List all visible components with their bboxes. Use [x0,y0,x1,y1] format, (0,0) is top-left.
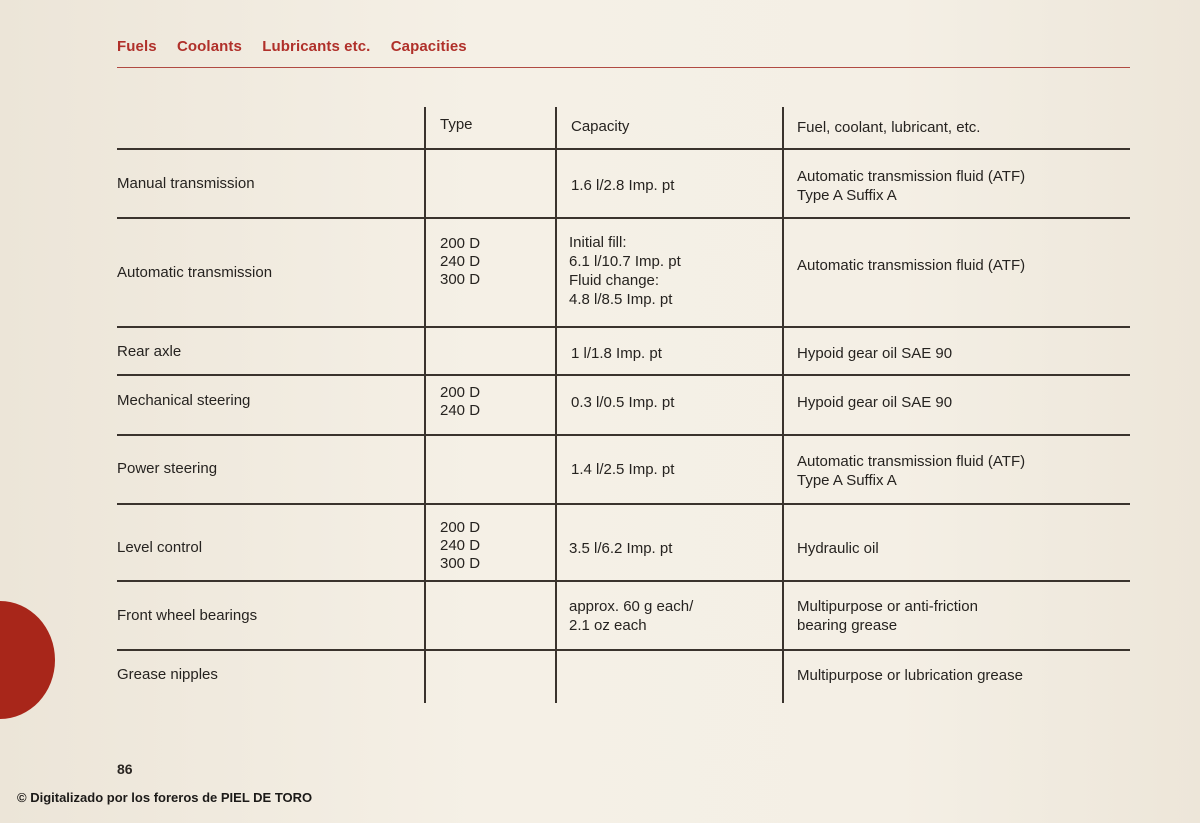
column-header-fluid: Fuel, coolant, lubricant, etc. [797,119,981,136]
fluid-automatic-transmission: Automatic transmission fluid (ATF) [797,257,1026,274]
column-divider-capacity [555,107,557,703]
row-divider [117,217,1130,219]
header-fuels: Fuels [117,38,157,55]
row-divider [117,649,1130,651]
type-group-1: 200 D 240 D 300 D [440,235,481,288]
header-capacities: Capacities [390,38,467,55]
column-divider-fluid [782,107,784,703]
header-lubricants: Lubricants etc. [262,38,371,55]
row-label-rear-axle: Rear axle [117,343,182,360]
row-divider [117,503,1130,505]
capacity-power-steering: 1.4 l/2.5 Imp. pt [571,461,675,478]
header-coolants: Coolants [176,38,242,55]
fluid-manual-transmission: Automatic transmission fluid (ATF) Type A Suffix A [797,168,1026,204]
scan-credit: © Digitalizado por los foreros de PIEL DE TORO [17,790,313,805]
column-header-capacity: Capacity [571,118,630,135]
row-label-level-control: Level control [117,539,203,556]
fluid-grease-nipples: Multipurpose or lubrication grease [797,667,1023,684]
row-divider [117,374,1130,376]
row-label-power-steering: Power steering [117,460,218,477]
fluid-rear-axle: Hypoid gear oil SAE 90 [797,345,953,362]
fluid-front-wheel-bearings: Multipurpose or anti-friction bearing grease [797,598,978,634]
capacity-rear-axle: 1 l/1.8 Imp. pt [571,345,662,362]
capacity-front-wheel-bearings: approx. 60 g each/ 2.1 oz each [569,598,694,634]
capacity-automatic-transmission: Initial fill: 6.1 l/10.7 Imp. pt Fluid change: 4.8 l/8.5 Imp. pt [569,234,681,308]
type-group-2: 200 D 240 D [440,384,481,419]
fluid-mechanical-steering: Hypoid gear oil SAE 90 [797,394,953,411]
header-divider [117,67,1130,68]
row-label-automatic-transmission: Automatic transmission [117,264,273,281]
row-label-front-wheel-bearings: Front wheel bearings [117,607,258,624]
fluid-level-control: Hydraulic oil [797,540,879,557]
capacity-mechanical-steering: 0.3 l/0.5 Imp. pt [571,394,675,411]
fluid-power-steering: Automatic transmission fluid (ATF) Type A Suffix A [797,453,1026,489]
row-divider [117,580,1130,582]
column-divider-type [424,107,426,703]
section-header [117,38,483,55]
row-divider [117,434,1130,436]
page-number: 86 [117,761,133,777]
row-divider [117,326,1130,328]
capacity-level-control: 3.5 l/6.2 Imp. pt [569,540,673,557]
row-label-mechanical-steering: Mechanical steering [117,392,251,409]
type-group-3: 200 D 240 D 300 D [440,519,481,572]
column-header-type: Type [440,116,473,133]
section-marker-dot [0,601,55,719]
capacity-manual-transmission: 1.6 l/2.8 Imp. pt [571,177,675,194]
row-divider [117,148,1130,150]
row-label-grease-nipples: Grease nipples [117,666,218,683]
row-label-manual-transmission: Manual transmission [117,175,255,192]
